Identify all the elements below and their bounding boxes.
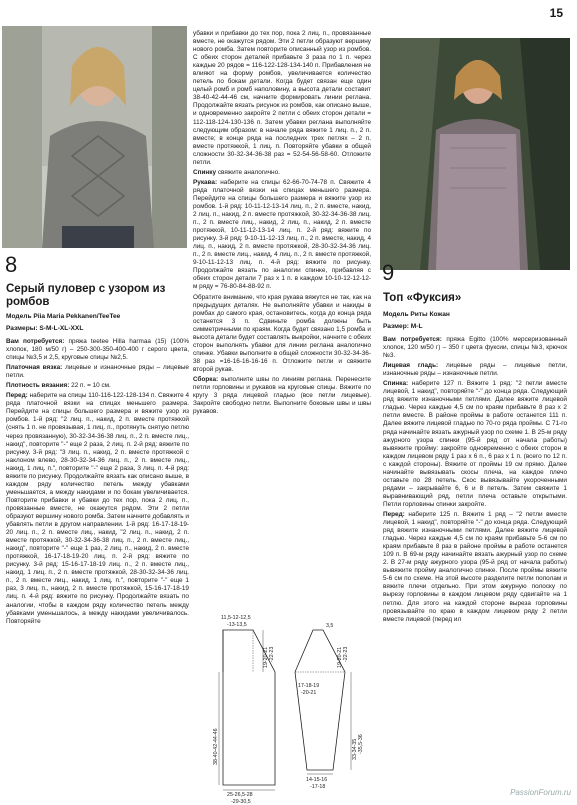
dim-raglan-2: -22-23: [269, 646, 275, 662]
photo-grey-pullover: [2, 26, 187, 248]
back-text-8: свяжите аналогично.: [217, 168, 280, 176]
dim-neck-top-2: -13-13,5: [227, 622, 247, 628]
front-label: Перед:: [6, 392, 28, 400]
photo-fuchsia-top: [380, 38, 570, 270]
sleeve-text: наберите на спицы 62-66-70-74-78 п. Свяжите 4 ряда платочной вязки на спицах меньшего размера. Перейдите на спицы большего размера и вяжите узор из ромбов. 1-й ряд: 10-11-12-13-14 лиц. п., 2 п. вместе, накид, 2 лиц. п., накид, 2 п. вместе протяжкой, 30-32-34-36-38 лиц. п., 2 п. вместе лиц., накид, 2 лиц. п., накид, 2 п. вместе протяжкой, 10-11-12-13-14 лиц. п. 2-й ряд: вяжите по рисунку. 3-й ряд: 9-10-11-12-13 лиц. п., 2 п. вместе, накид, 4 лиц. п., накид, 2 п. вместе протяжкой, 28-30-32-34-36 лиц. п., 2 п. вместе лиц., накид, 4 лиц. п., 2 п. вместе протяжкой, 9-10-11-12-13 лиц. п. 4-й ряд: вяжите по рисунку. Продолжайте вязать по аналогии спинке, прибавляя с обеих сторон детали 7 раз x 1 п. в каждом 10-10-12-12-12-м ряду = 76-80-84-88-92 п.: [193, 178, 371, 291]
assembly-text: выполните швы по линиям реглана. Перенесите петли горловины и рукавов на круговые спицы. Вяжите по кругу 3 ряда лицевой гладью (все петли лицевые). Закройте свободно петли. Выполните боковые швы и швы рукавов.: [193, 375, 371, 416]
back-label-9: Спинка:: [383, 380, 409, 388]
dim-cuff-1: 14-15-16: [306, 777, 328, 783]
dim-sleeve-top: 3,5: [326, 623, 334, 629]
dim-neck-top-1: 11,5-12-12,5: [221, 615, 251, 621]
materials-label-9: Вам потребуется:: [383, 336, 442, 343]
back-label-8: Спинку: [193, 168, 217, 176]
pattern-model-8: Модель Piia Maria Pekkanen/TeeTee: [6, 313, 121, 320]
density-text: 22 п. = 10 см.: [71, 382, 111, 390]
dim-raglan-1: 19-20-21: [263, 646, 269, 668]
front-text-9: наберите 125 п. Вяжите 1 ряд – "2 петли вместе лицевой, 1 накид", повторяйте "-" до конца ряда. Следующий ряд вяжите изнаночными петлями. Далее вяжите лицевой гладью. Через каждые 4,5 см по краям прибавьте 5-6 см по краям прибавьте 8 раз в районе проймы в работе останется 109 п. В 69-м ряду начинайте вязать ажурный узор по схеме 2. В 27-м ряду ажурного узора (95-й ряд от начала работы) вывяжите пройму аналогично спинке. После проймы вяжите 5-6 см по схеме. На этой высоте разделите петли пополам и вяжите плечи отдельно. При этом ажурную полоску по вырезу горловины в каждом лицевом ряду сдвигайте на 1 петлю. Для этого на каждой стороне выреза горловины провязывайте по краю в каждом лицевом ряду 2 петли вместе лицевой (перед ил: [383, 510, 567, 623]
column-1-text: [6, 338, 189, 628]
pattern-size-9: Размер: M-L: [383, 323, 423, 330]
back-text-9: наберите 127 п. Вяжите 1 ряд: "2 петли вместе лицевой, 1 накид", повторяйте "-" до конца ряда. Следующий ряд вяжите изнаночными петлями. Далее вяжите лицевой гладью. Через каждые 4,5 см по краям прибавьте 8 раз x 2 петли вместе. В районе проймы в работе останется 111 п. Далее вяжите лицевой гладью по 70-го ряда проймы. С 71-го ряда начинайте вязать ажурный узор по схеме 1. В 25-м ряду ажурного узора спинки (95-й ряд от начала работы) вывяжите пройму: закройте одновременно с обеих сторон в каждом лицевом ряду 1 раз х 6 п., 6 раз х 1 п. (всего по 12 п. с каждой стороны). Вяжите от проймы 19 см прямо. Далее начинайте вывязывать скосы плеча, на каждое плечо оставьте по 28 петель. Скос вывязывайте укороченными рядами – закрывайте 6, 6 и 8 петель. Затем свяжите 1 выравнивающий ряд, петли плеча оставьте открытыми. Петли горловины спинки закройте.: [383, 380, 567, 508]
pattern-title-9: Топ «Фуксия»: [383, 292, 462, 304]
dim-sleeve-raglan-1: 19-20-21: [337, 646, 343, 668]
watermark: PassionForum.ru: [510, 788, 571, 797]
sleeve-label: Рукава:: [193, 178, 218, 186]
page-number: 15: [549, 6, 563, 20]
materials-text: пряжа teetee Hilla harmaa (15) (100% хлопок, 180 м/50 г) – 250-300-350-400-400 г серого цвета, спицы №3,5 и 2,5, круговые спицы №2,5.: [6, 338, 190, 362]
dim-sleeve-length-2: -35,5-36: [358, 734, 364, 754]
pattern-sizes-8: Размеры: S-M-L-XL-XXL: [6, 325, 84, 332]
col2-text-a: убавки и прибавки до тех пор, пока 2 лиц. п., провязанные вместе, не окажутся рядом. Эти 2 петли образуют вершину нового ромба. Затем повторите описанный узор из ромбов. С обеих сторон деталей прибавьте 3 раза по 1 п. через каждые 20 рядов = 116-122-128-134-140 п. Прибавления не влияют на форму ромбов, увеличивается количество петель по бокам детали. Когда будет связан еще один целый ромб и ромб наполовину, а высота детали составит 38-40-42-44-46 см, начните формировать линии реглана. Продолжайте вязать рисунок из ромбов, как описано выше, и одновременно закройте 2 петли с обеих сторон детали = 112-118-124-130-136 п. Затем убавки реглана выполняйте следующим образом: в начале ряда вяжите 1 лиц. п., 2 п. вместе; в конце ряда на последних трех петлях – 2 п. вместе протяжкой, 1 лиц. п. Повторяйте убавки в общей сложности 30-32-34-36-38 раз = 52-54-56-58-60. Отложите петли.: [193, 30, 371, 166]
density-label: Плотность вязания:: [6, 382, 70, 390]
materials-label: Вам потребуется:: [6, 338, 65, 345]
pattern-model-9: Модель Риты Кожан: [383, 311, 450, 318]
pattern-schematic: [195, 610, 375, 805]
sleeve-text-2: Обратите внимание, что края рукава вяжутся не так, как на предыдущих деталях. Не выполняйте убавки и накиды в ромбах до самого края, остановитесь, когда до конца ряда останется 3 п. Сдвиньте ромба должны быть симметричными по краям. Когда будет связано 1,5 ромба и высота детали будет составлять выкройки, начните с обеих сторон выполнять убавки для линии реглана аналогично спинке. Убавки выполните в общей сложности 30-32-34-36-38 раз =16-16-16-16-16 п. Отложите петли и свяжите второй рукав.: [193, 293, 371, 373]
front-label-9: Перед:: [383, 510, 405, 518]
pattern-number-8: 8: [5, 252, 18, 277]
gladb-text: лицевые ряды – лицевые петли, изнаночные ряды – изнаночные петли.: [383, 362, 567, 378]
dim-cuff-2: -17-18: [310, 784, 326, 790]
column-2-text: [193, 30, 371, 418]
platochnaya-label: Платочная вязка:: [6, 364, 63, 372]
dim-sleeve-length-1: 33-34-35: [352, 738, 358, 760]
pattern-number-9: 9: [382, 260, 395, 285]
dim-sleeve-width-2: -20-21: [301, 690, 317, 696]
dim-body-height: 38-40-42-44-46: [213, 728, 219, 765]
dim-body-width-2: -29-30,5: [231, 799, 251, 805]
assembly-label: Сборка:: [193, 375, 219, 383]
column-3-text: [383, 336, 567, 626]
dim-body-width-1: 25-26,5-28: [227, 792, 253, 798]
materials-text-9: пряжа Egitto (100% мерсеризованный хлопок, 120 м/50 г) – 350 г цвета фуксии, спицы №3, крючок №3.: [383, 336, 567, 360]
pattern-title-8: Серый пуловер с узором из ромбов: [6, 283, 166, 308]
dim-sleeve-raglan-2: -22-23: [343, 646, 349, 662]
platochnaya-text: лицевые и изнаночные ряды – лицевые петли.: [6, 364, 189, 380]
dim-sleeve-width-1: 17-18-19: [298, 683, 320, 689]
gladb-label: Лицевая гладь:: [383, 362, 439, 370]
front-text: наберите на спицы 110-116-122-128-134 п. Свяжите 4 ряда платочной вязки на спицах меньшего размера. Перейдите на спицы большего размера и вяжите узор из ромбов. 1-й ряд: "2 лиц. п., накид, 2 п. вместе протяжкой (снять 1 п. не провязывая, 1 лиц. п., протянуть снятую петлю через провязанную), 30-32-34-36-38 лиц. п., 2 п. вместе лиц., накид", повторите "-" еще 2 раза, 2 лиц. п. 2-й ряд: вяжите по рисунку. 3-й ряд: "3 лиц. п., накид, 2 п. вместе протяжкой с наклоном влево, 28-30-32-34-36 лиц. п., 2 п. вместе лиц., накид, 1 лиц. п.", повторите "-" еще 2 раза, 3 лиц. п. 4-й ряд: вяжите по рисунку. Продолжайте вязать как описано выше, в каждом ряду количество петель между убавками уменьшается, а между накидами и по бокам увеличивается. Повторите прибавки и убавки до тех пор, пока 2 лиц. п., провязанные вместе, не окажутся рядом. Эти 2 петли образуют вершину нового ромба. Затем начните добавлять и убавлять петли в другом направлении. 1-й ряд: 16-17-18-19-20 лиц. п., 2 п. вместе лиц., накид, "2 лиц. п., накид, 2 п. вместе протяжкой, 30-32-34-36-38 лиц. п., 2 п. вместе лиц., накид", повторите "-" еще 1 раз, 2 лиц. п., накид, 2 п. вместе протяжкой, 16-17-18-19-20 лиц. п. 2-й ряд: вяжите по рисунку. 3-й ряд: 15-16-17-18-19 лиц. п., 2 п. вместе лиц., накид, 1 лиц. п., 2 п. вместе протяжкой, 28-30-32-34-36 лиц. п., 2 п. вместе лиц., накид, 1 лиц. п.", повторите "-" еще 1 раз, 3 лиц. п., накид, 2 п. вместе протяжкой, 15-16-17-18-19 лиц. п. 4-й ряд: вяжите по рисунку. Продолжайте вязать по аналогии, чтобы в каждом ряду количество петель между убавками уменьшалось, а между накидами увеличивалось. Повторяйте: [6, 392, 189, 625]
